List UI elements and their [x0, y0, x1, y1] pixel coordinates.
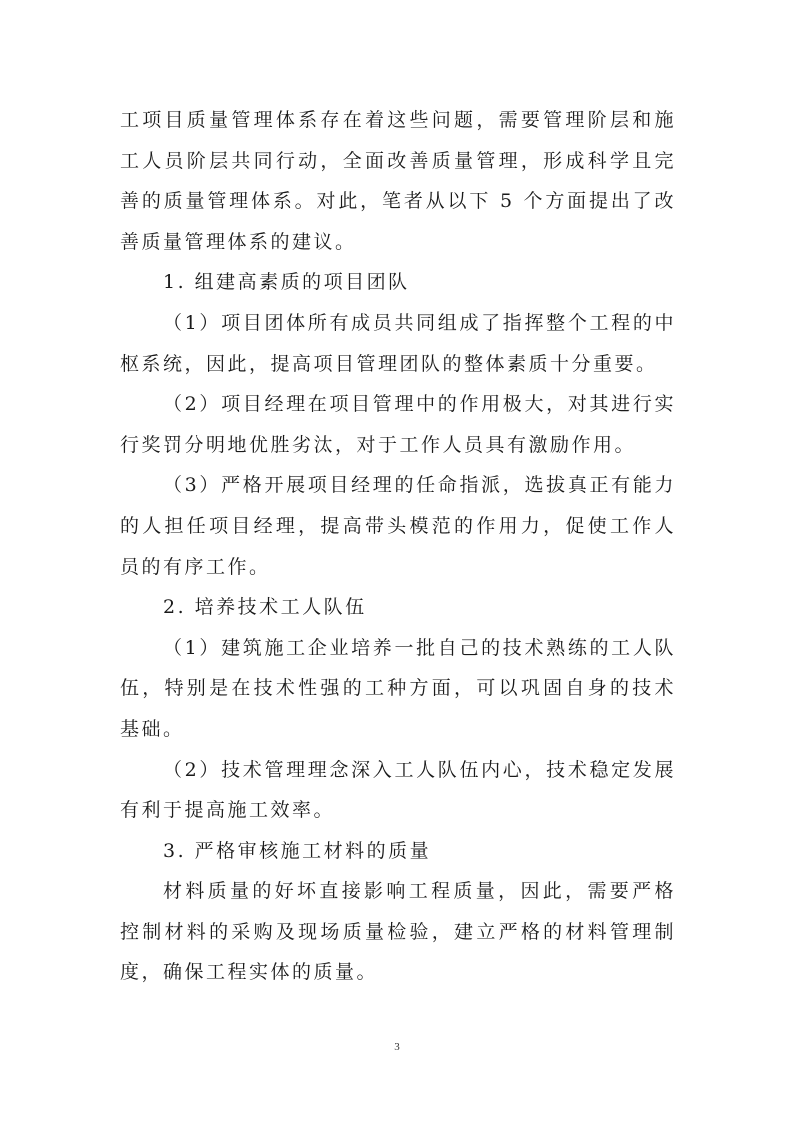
paragraph-materials: 材料质量的好坏直接影响工程质量，因此，需要严格控制材料的采购及现场质量检验，建立严格的材料管理制度，确保工程实体的质量。 — [120, 880, 676, 984]
page-number: 3 — [394, 1041, 400, 1053]
list-item-1-1: （1）项目团体所有成员共同组成了指挥整个工程的中枢系统，因此，提高项目管理团队的整体素质十分重要。 — [120, 311, 676, 375]
list-item-1-2: （2）项目经理在项目管理中的作用极大，对其进行实行奖罚分明地优胜劣汰，对于工作人员具有激励作用。 — [120, 393, 676, 456]
section-heading-1: 1. 组建高素质的项目团队 — [163, 271, 410, 294]
section-heading-3: 3. 严格审核施工材料的质量 — [163, 839, 432, 862]
list-item-1-3: （3）严格开展项目经理的任命指派，选拔真正有能力的人担任项目经理，提高带头模范的作用力，促使工作人员的有序工作。 — [120, 474, 676, 578]
list-item-2-1: （1）建筑施工企业培养一批自己的技术熟练的工人队伍，特别是在技术性强的工种方面，可以巩固自身的技术基础。 — [120, 636, 676, 740]
list-item-2-2: （2）技术管理理念深入工人队伍内心，技术稳定发展有利于提高施工效率。 — [120, 758, 676, 822]
body-text — [120, 100, 676, 993]
paragraph-continuation: 工项目质量管理体系存在着这些问题，需要管理阶层和施工人员阶层共同行动，全面改善质量管理，形成科学且完善的质量管理体系。对此，笔者从以下 5 个方面提出了改善质量管理体系的建议。 — [120, 109, 676, 253]
section-heading-2: 2. 培养技术工人队伍 — [163, 596, 367, 619]
